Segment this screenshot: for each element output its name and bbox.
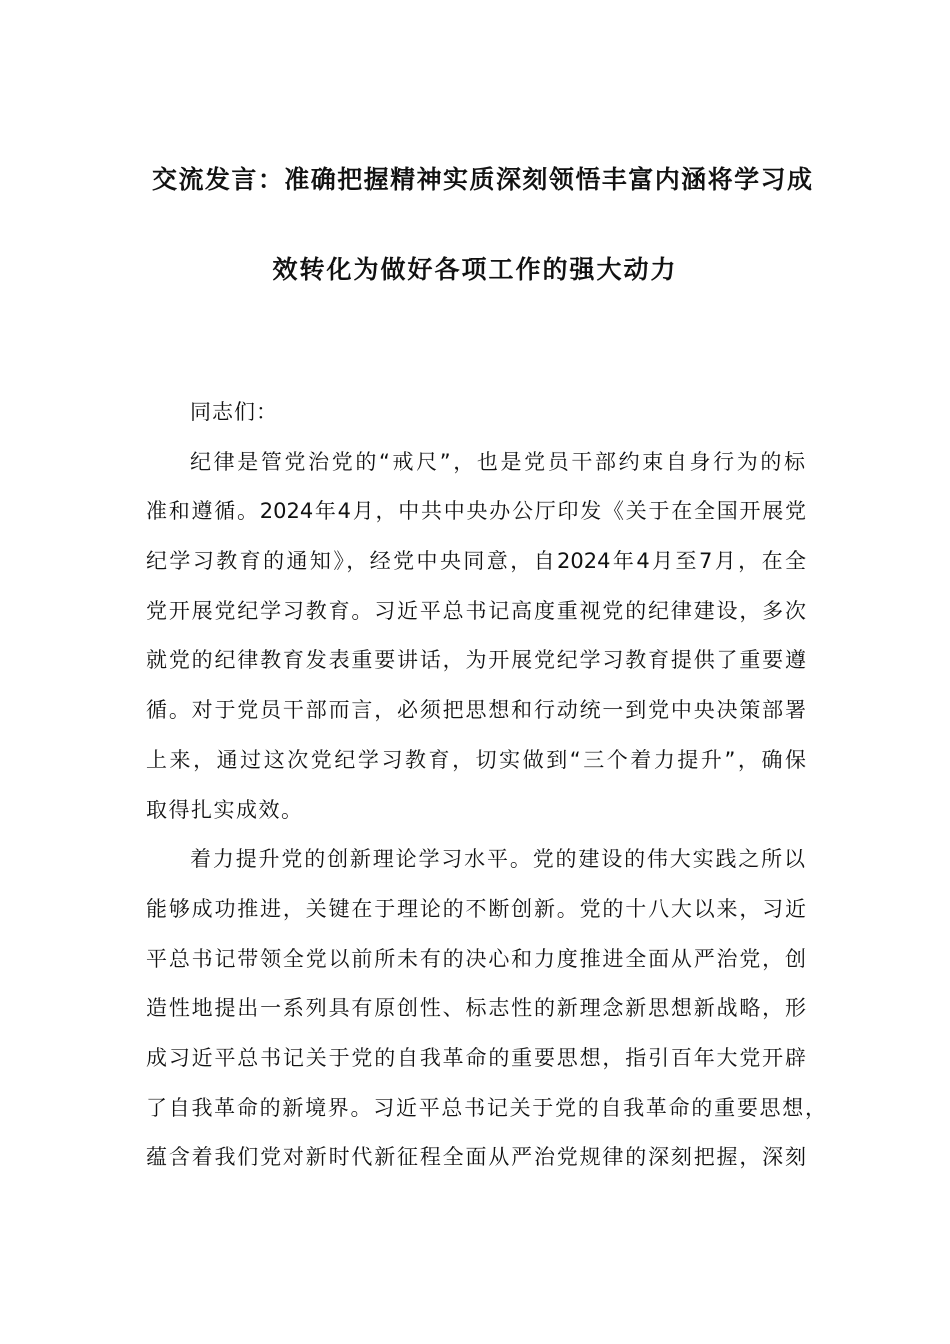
paragraph-line: 能够成功推进，关键在于理论的不断创新。党的十八大以来，习近 bbox=[146, 896, 806, 921]
paragraph-line: 上来，通过这次党纪学习教育，切实做到“三个着力提升”，确保 bbox=[146, 747, 806, 772]
paragraph-line: 了自我革命的新境界。习近平总书记关于党的自我革命的重要思想， bbox=[146, 1095, 826, 1120]
paragraph-line: 取得扎实成效。 bbox=[146, 797, 304, 822]
paragraph-line: 准和遵循。2024年4月，中共中央办公厅印发《关于在全国开展党 bbox=[146, 499, 806, 524]
paragraph-1 bbox=[146, 438, 806, 836]
greeting: 同志们： bbox=[190, 400, 278, 424]
paragraph-line: 纪律是管党治党的“戒尺”，也是党员干部约束自身行为的标 bbox=[190, 449, 806, 474]
paragraph-line: 平总书记带领全党以前所未有的决心和力度推进全面从严治党，创 bbox=[146, 946, 806, 971]
paragraph-line: 成习近平总书记关于党的自我革命的重要思想，指引百年大党开辟 bbox=[146, 1045, 806, 1070]
paragraph-2 bbox=[146, 835, 826, 1183]
paragraph-line: 造性地提出一系列具有原创性、标志性的新理念新思想新战略，形 bbox=[146, 996, 806, 1021]
paragraph-line: 就党的纪律教育发表重要讲话，为开展党纪学习教育提供了重要遵 bbox=[146, 648, 806, 673]
document-title-line-2: 效转化为做好各项工作的强大动力 bbox=[272, 255, 678, 284]
paragraph-line: 纪学习教育的通知》，经党中央同意，自2024年4月至7月，在全 bbox=[146, 549, 806, 574]
document-title-line-1: 交流发言：准确把握精神实质深刻领悟丰富内涵将学习成 bbox=[152, 165, 812, 194]
paragraph-line: 蕴含着我们党对新时代新征程全面从严治党规律的深刻把握，深刻 bbox=[146, 1145, 806, 1170]
paragraph-line: 党开展党纪学习教育。习近平总书记高度重视党的纪律建设，多次 bbox=[146, 598, 806, 623]
paragraph-line: 着力提升党的创新理论学习水平。党的建设的伟大实践之所以 bbox=[190, 847, 806, 872]
document-body bbox=[146, 388, 826, 1183]
paragraph-line: 循。对于党员干部而言，必须把思想和行动统一到党中央决策部署 bbox=[146, 698, 806, 723]
